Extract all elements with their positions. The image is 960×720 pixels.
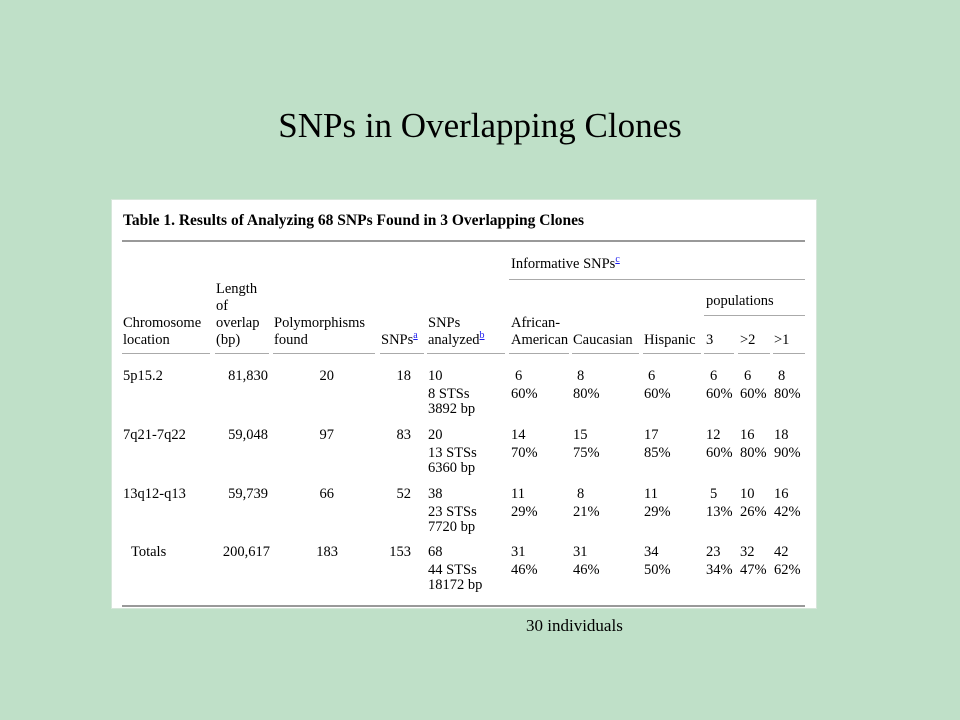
cell-caucasian: 8 80% <box>573 368 600 402</box>
cell-african: 6 60% <box>511 368 538 402</box>
rule-head-snps <box>380 353 424 354</box>
cell-african: 11 29% <box>511 486 538 520</box>
cell-analyzed: 38 23 STSs 7720 bp <box>428 486 477 535</box>
cell-polymorphisms: 97 <box>319 427 334 443</box>
cell-caucasian: 31 46% <box>573 544 600 578</box>
rule-head-analyzed <box>427 353 505 354</box>
rule-head-p3 <box>704 353 734 354</box>
header-hispanic: Hispanic <box>644 332 696 348</box>
cell-p3: 12 60% <box>706 427 733 461</box>
cell-pgt2: 6 60% <box>740 368 767 402</box>
header-populations: populations <box>706 293 774 309</box>
cell-polymorphisms: 20 <box>319 368 334 384</box>
slide-note: 30 individuals <box>526 616 623 635</box>
header-populations-3: 3 <box>706 332 714 348</box>
header-populations-gt1: >1 <box>774 332 790 348</box>
cell-pgt2: 16 80% <box>740 427 767 461</box>
cell-pgt1: 8 80% <box>774 368 801 402</box>
cell-length: 200,617 <box>222 544 270 560</box>
rule-informative <box>509 279 805 280</box>
cell-hispanic: 11 29% <box>644 486 671 520</box>
cell-length: 59,048 <box>228 427 268 443</box>
rule-head-length <box>215 353 269 354</box>
results-table <box>112 200 816 608</box>
rule-head-poly <box>273 353 375 354</box>
cell-p3: 5 13% <box>706 486 733 520</box>
cell-caucasian: 15 75% <box>573 427 600 461</box>
header-caucasian: Caucasian <box>573 332 633 348</box>
cell-analyzed: 68 44 STSs 18172 bp <box>428 544 483 593</box>
cell-location: 13q12-q13 <box>123 486 186 502</box>
cell-snps: 83 <box>396 427 411 443</box>
cell-pgt1: 16 42% <box>774 486 801 520</box>
rule-head-chrom <box>122 353 210 354</box>
cell-hispanic: 17 85% <box>644 427 671 461</box>
cell-location: 7q21-7q22 <box>123 427 186 443</box>
header-polymorphisms-found: Polymorphisms found <box>274 315 366 348</box>
header-snps-analyzed: SNPs analyzed$^b$ <box>428 315 485 348</box>
header-snps: SNPs$^a$ <box>381 330 418 348</box>
header-african-american: African- American <box>511 315 569 348</box>
cell-caucasian: 8 21% <box>573 486 600 520</box>
cell-location: 5p15.2 <box>123 368 163 384</box>
rule-head-hispanic <box>643 353 701 354</box>
cell-african: 31 46% <box>511 544 538 578</box>
cell-snps: 18 <box>396 368 411 384</box>
header-length-overlap: Length of overlap (bp) <box>216 281 260 348</box>
footnote-link-b[interactable]: b <box>479 330 485 342</box>
cell-hispanic: 6 60% <box>644 368 671 402</box>
cell-length: 81,830 <box>228 368 268 384</box>
cell-polymorphisms: 183 <box>316 544 338 560</box>
table-caption: Table 1. Results of Analyzing 68 SNPs Found in 3 Overlapping Clones <box>123 212 585 229</box>
rule-head-caucasian <box>572 353 639 354</box>
cell-hispanic: 34 50% <box>644 544 671 578</box>
header-chromosome-location: Chromosome location <box>123 315 202 348</box>
header-informative-snps: Informative SNPs$^c$ <box>511 254 620 272</box>
rule-bottom <box>122 605 805 607</box>
cell-pgt1: 18 90% <box>774 427 801 461</box>
footnote-link-c[interactable]: c <box>615 254 620 266</box>
cell-p3: 23 34% <box>706 544 733 578</box>
cell-p3: 6 60% <box>706 368 733 402</box>
rule-head-african <box>509 353 569 354</box>
slide-title: SNPs in Overlapping Clones <box>278 106 682 145</box>
rule-head-pgt1 <box>773 353 805 354</box>
cell-pgt1: 42 62% <box>774 544 801 578</box>
cell-pgt2: 10 26% <box>740 486 767 520</box>
header-populations-gt2: >2 <box>740 332 756 348</box>
cell-length: 59,739 <box>228 486 268 502</box>
cell-african: 14 70% <box>511 427 538 461</box>
rule-top <box>122 240 805 242</box>
cell-analyzed: 20 13 STSs 6360 bp <box>428 427 477 476</box>
cell-location: Totals <box>131 544 167 560</box>
cell-polymorphisms: 66 <box>319 486 334 502</box>
cell-analyzed: 10 8 STSs 3892 bp <box>428 368 476 417</box>
cell-pgt2: 32 47% <box>740 544 767 578</box>
footnote-link-a[interactable]: a <box>413 330 418 342</box>
cell-snps: 153 <box>389 544 411 560</box>
rule-head-pgt2 <box>738 353 770 354</box>
rule-populations <box>704 315 805 316</box>
cell-snps: 52 <box>396 486 411 502</box>
